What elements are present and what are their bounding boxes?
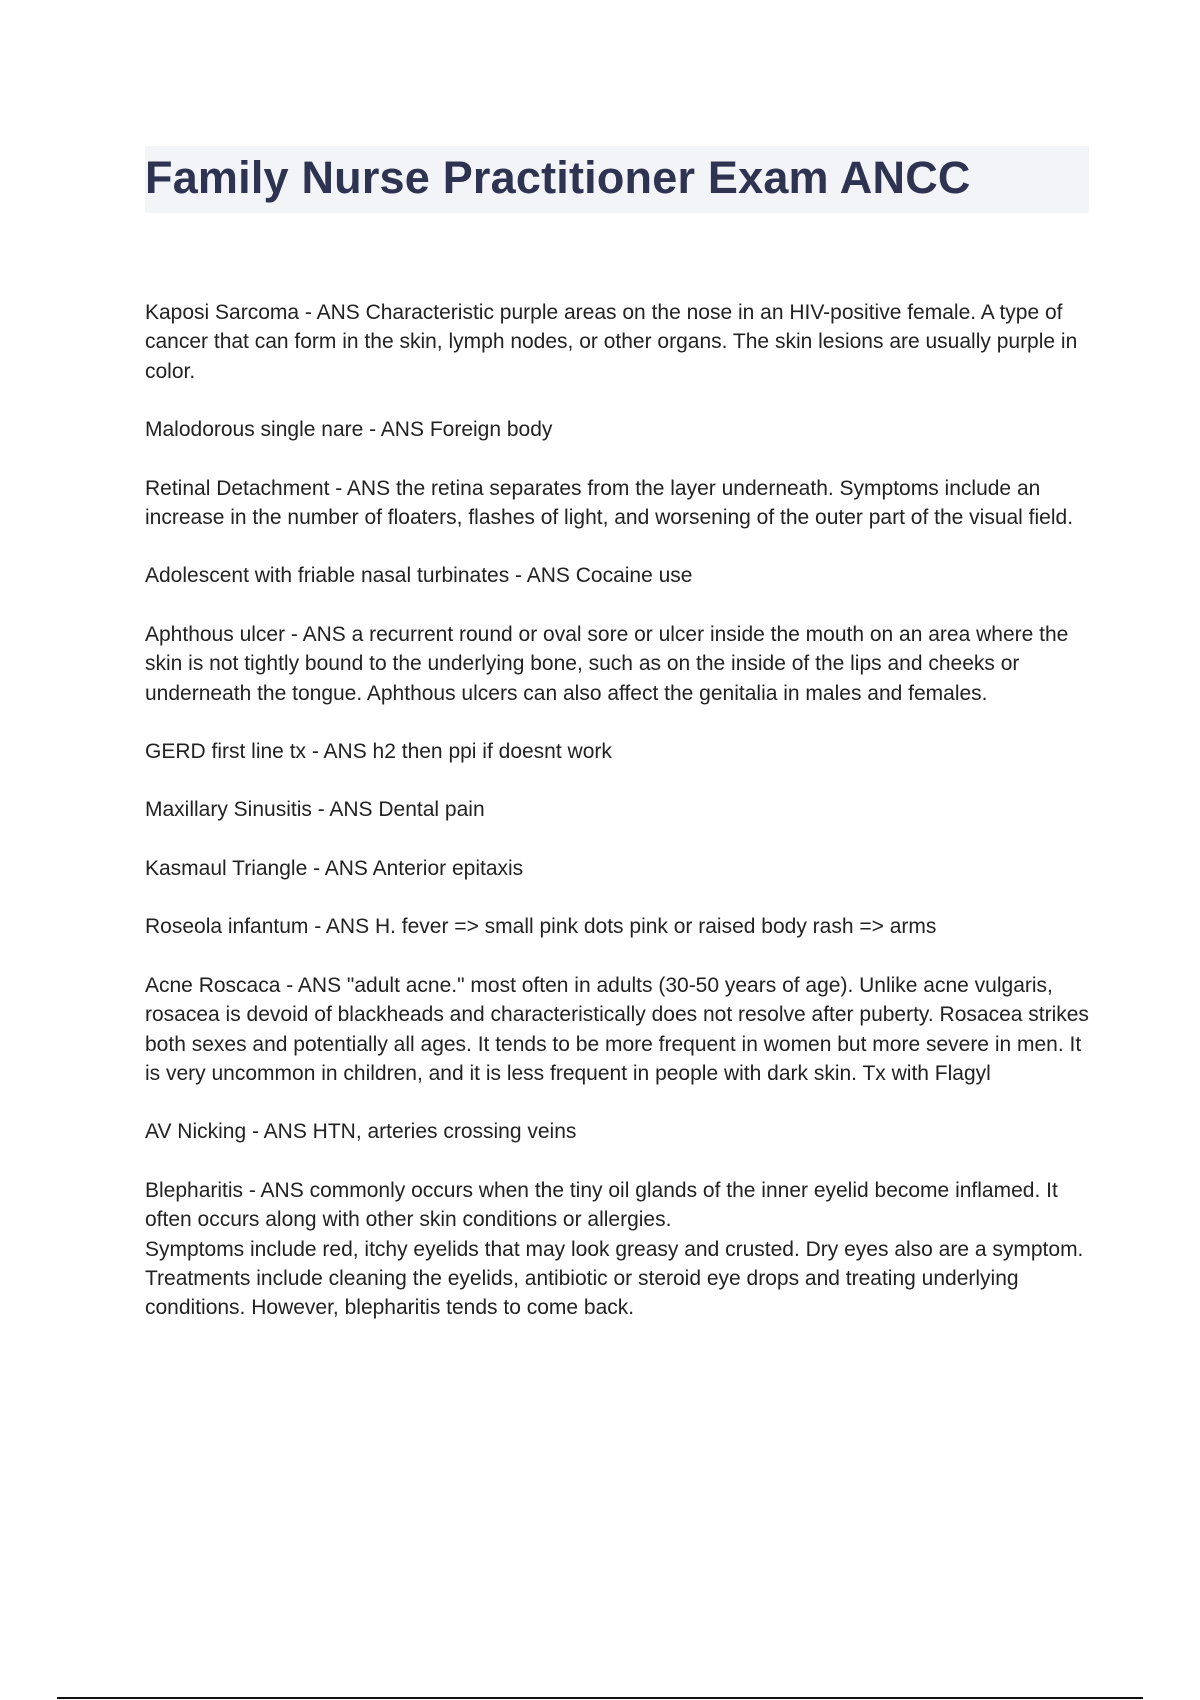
flashcard-entry: Malodorous single nare - ANS Foreign body [145, 418, 553, 442]
flashcard-entry: Roseola infantum - ANS H. fever => small pink dots pink or raised body rash => arms [145, 915, 937, 939]
flashcard-entry: AV Nicking - ANS HTN, arteries crossing veins [145, 1120, 577, 1144]
flashcard-entry: Kaposi Sarcoma - ANS Characteristic purple areas on the nose in an HIV-positive female. A type of cancer that can form in the skin, lymph nodes, or other organs. The skin lesions are usually purple in color. [145, 301, 1078, 383]
flashcard-entry: Adolescent with friable nasal turbinates - ANS Cocaine use [145, 564, 693, 588]
document-title: Family Nurse Practitioner Exam ANCC [145, 152, 971, 203]
entry-line: Symptoms include red, itchy eyelids that may look greasy and crusted. Dry eyes also are a symptom. [145, 1237, 1084, 1261]
entry-line: Treatments include cleaning the eyelids, antibiotic or steroid eye drops and treating underlying conditions. However, blepharitis tends to come back. [145, 1266, 1019, 1320]
entry-line: Blepharitis - ANS commonly occurs when the tiny oil glands of the inner eyelid become inflamed. It often occurs along with other skin conditions or allergies. [145, 1178, 1058, 1232]
footer-divider [57, 1697, 1143, 1699]
flashcard-entry: Acne Roscaca - ANS "adult acne." most often in adults (30-50 years of age). Unlike acne vulgaris, rosacea is devoid of blackheads and characteristically does not resolve after puberty. Rosacea strikes both sexes and potentially all ages. It tends to be more frequent in women but more severe in men. It is very uncommon in children, and it is less frequent in people with dark skin. Tx with Flagyl [145, 973, 1089, 1085]
flashcard-list [145, 298, 1095, 1352]
flashcard-entry: Aphthous ulcer - ANS a recurrent round or oval sore or ulcer inside the mouth on an area where the skin is not tightly bound to the underlying bone, such as on the inside of the lips and cheeks or underneath the tongue. Aphthous ulcers can also affect the genitalia in males and females. [145, 622, 1069, 705]
flashcard-entry: Maxillary Sinusitis - ANS Dental pain [145, 798, 485, 822]
flashcard-entry: Retinal Detachment - ANS the retina separates from the layer underneath. Symptoms include an increase in the number of floaters, flashes of light, and worsening of the outer part of the visual field. [145, 476, 1074, 530]
flashcard-entry: Kasmaul Triangle - ANS Anterior epitaxis [145, 856, 524, 880]
flashcard-entry-blepharitis [145, 1176, 1095, 1323]
flashcard-entry: GERD first line tx - ANS h2 then ppi if doesnt work [145, 740, 612, 764]
